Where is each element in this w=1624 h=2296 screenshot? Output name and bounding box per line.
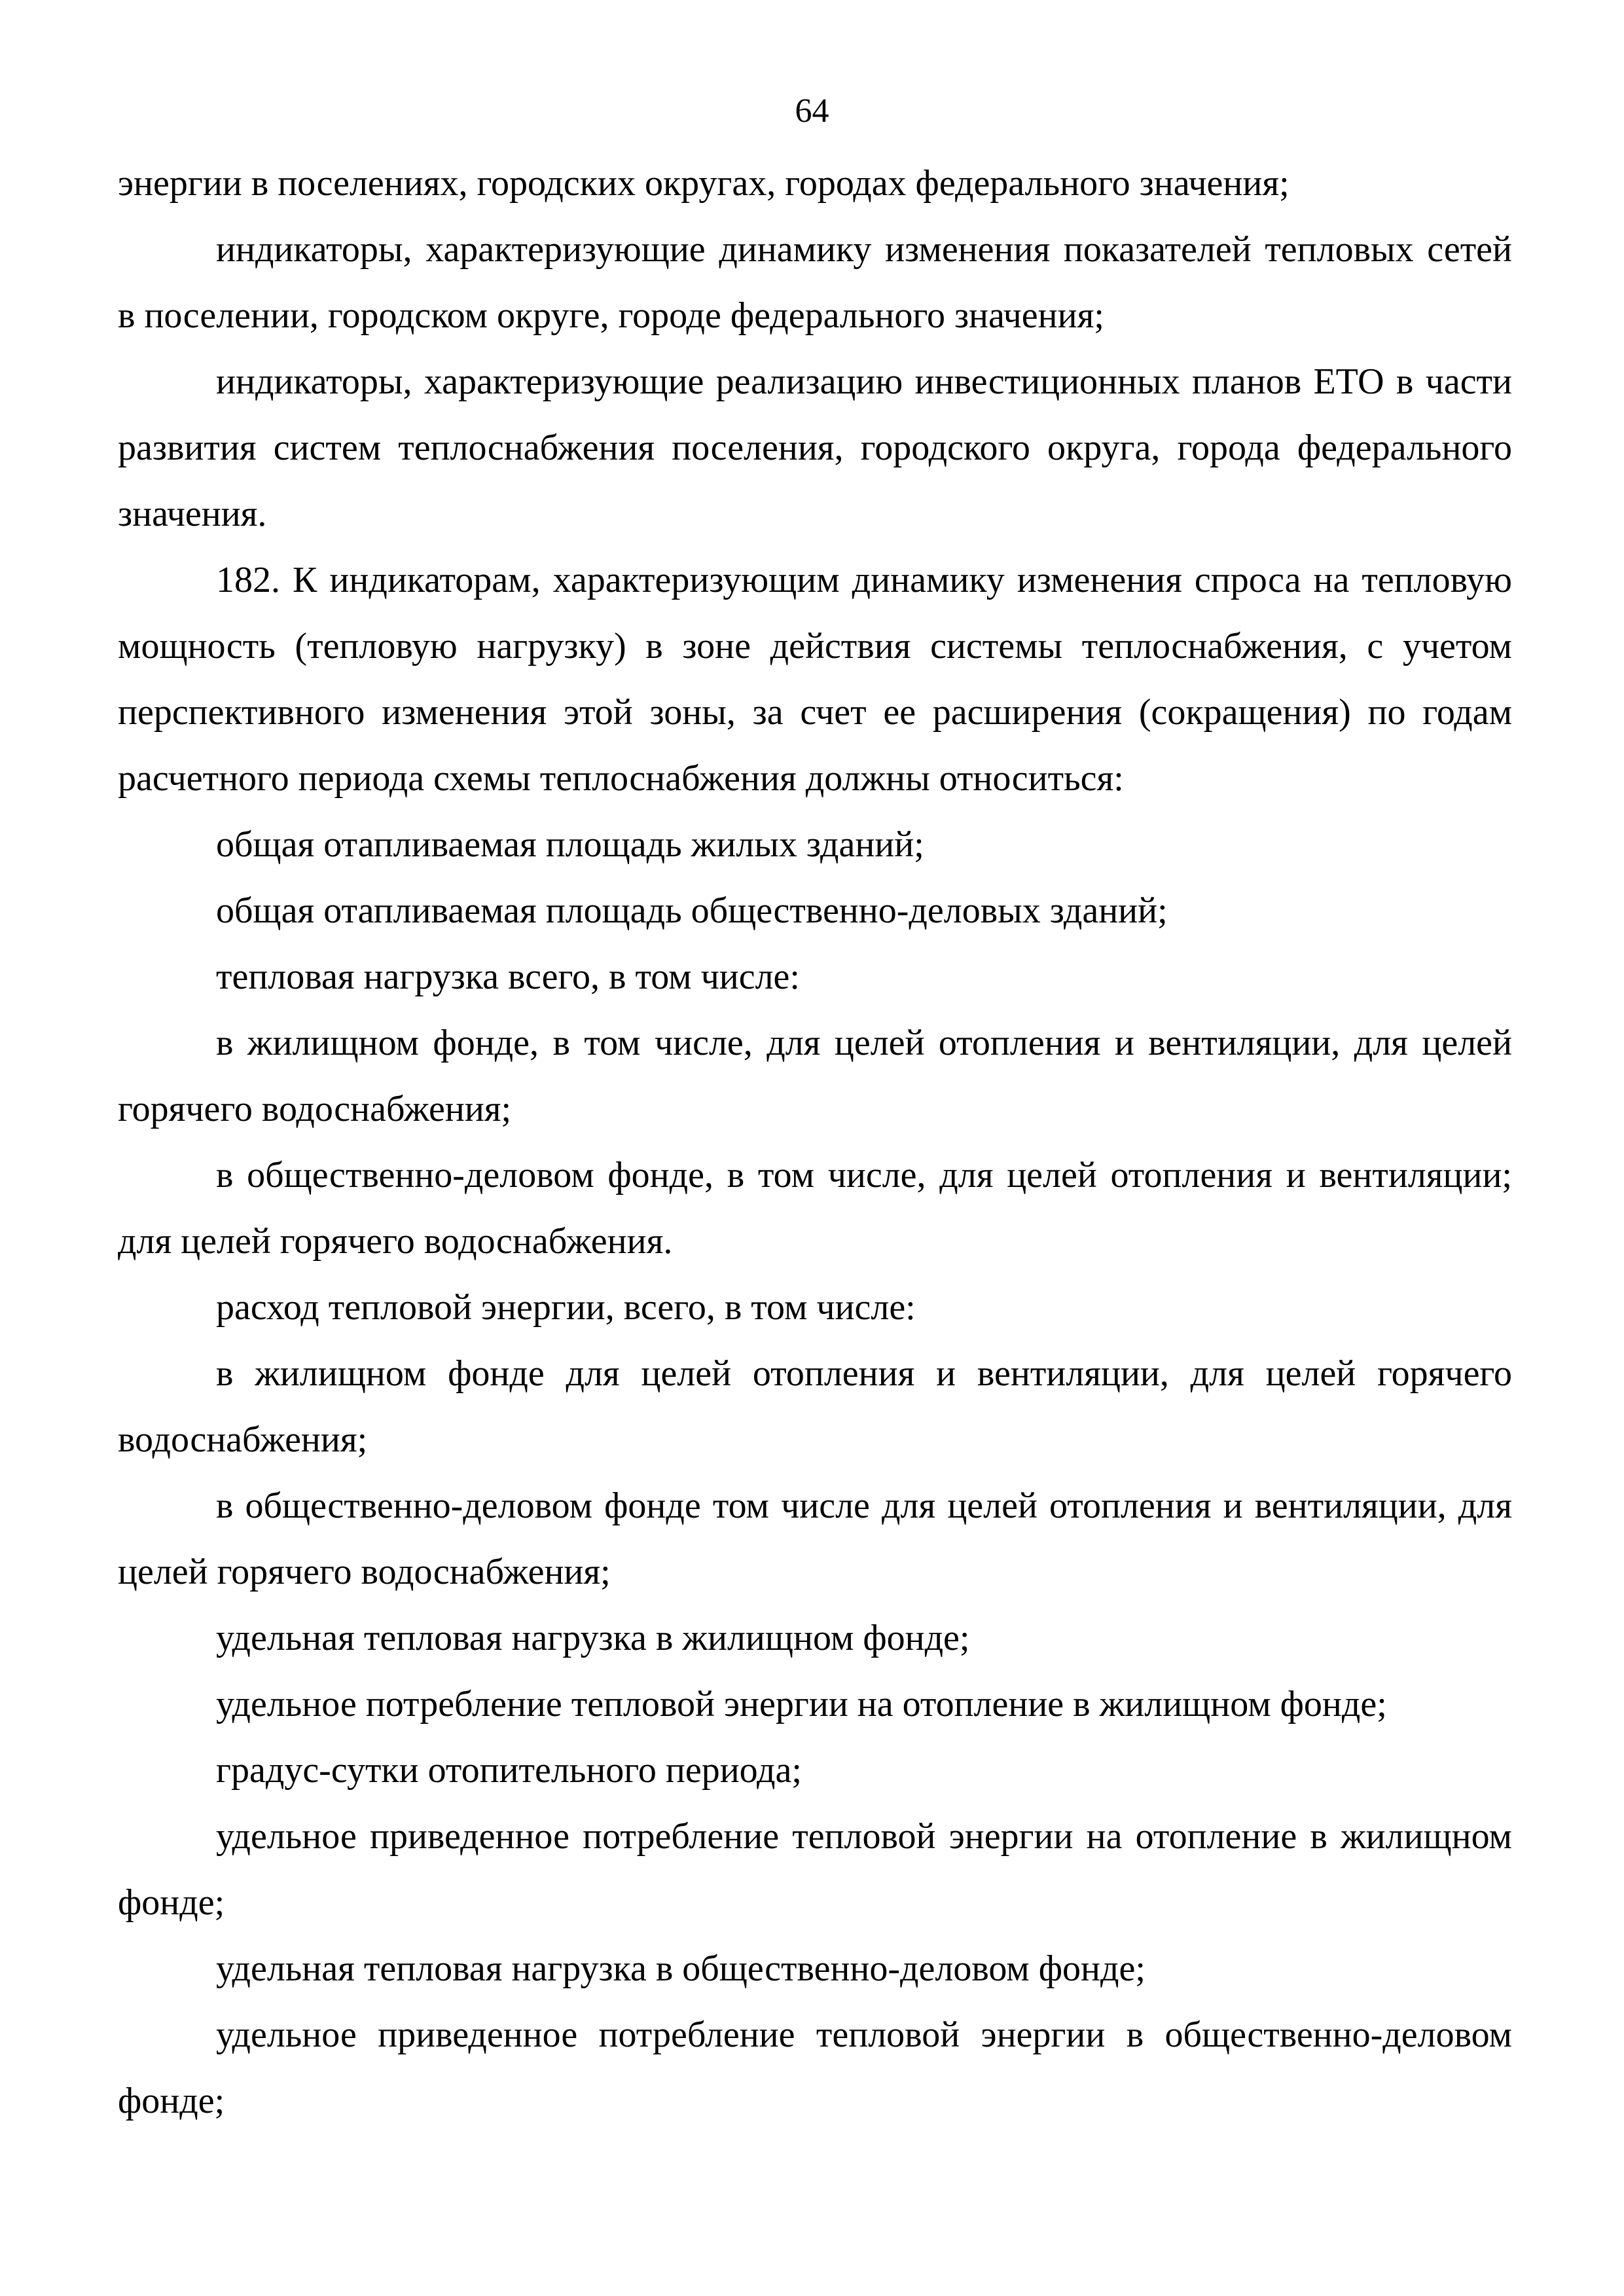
list-item: удельное приведенное потребление тепловой энергии в общественно-деловом фонде; — [118, 2014, 1512, 2121]
list-item: градус-сутки отопительного периода; — [216, 1750, 802, 1791]
page-number: 64 — [795, 92, 829, 130]
list-item: тепловая нагрузка всего, в том числе: — [216, 957, 800, 997]
list-item: в общественно-деловом фонде том числе для целей отопления и вентиляции, для целей горячего водоснабжения; — [118, 1485, 1512, 1592]
list-item: расход тепловой энергии, всего, в том числе: — [216, 1287, 916, 1328]
list-item: удельное приведенное потребление тепловой энергии на отопление в жилищном фонде; — [118, 1816, 1512, 1923]
list-item: общая отапливаемая площадь общественно-деловых зданий; — [216, 890, 1168, 931]
list-item: удельная тепловая нагрузка в общественно-деловом фонде; — [216, 1948, 1146, 1989]
paragraph-indicators-investment: индикаторы, характеризующие реализацию инвестиционных планов ЕТО в части развития систем теплоснабжения поселения, городского округа, города федерального значения. — [118, 361, 1512, 534]
list-item: удельное потребление тепловой энергии на отопление в жилищном фонде; — [216, 1684, 1387, 1724]
paragraph-clause-182: 182. К индикаторам, характеризующим динамику изменения спроса на тепловую мощность (тепловую нагрузку) в зоне действия системы теплоснабжения, с учетом перспективного изменения этой зоны, за счет ее расширения (сокращения) по годам расчетного периода схемы теплоснабжения должны относиться: — [118, 560, 1512, 799]
list-item: удельная тепловая нагрузка в жилищном фонде; — [216, 1618, 970, 1658]
paragraph-continuation: энергии в поселениях, городских округах, городах федерального значения; — [118, 163, 1290, 204]
list-item: в жилищном фонде, в том числе, для целей отопления и вентиляции, для целей горячего водоснабжения; — [118, 1023, 1512, 1129]
list-item: общая отапливаемая площадь жилых зданий; — [216, 824, 924, 865]
paragraph-indicators-networks: индикаторы, характеризующие динамику изменения показателей тепловых сетей в поселении, городском округе, городе федерального значения; — [118, 229, 1512, 336]
list-item: в общественно-деловом фонде, в том числе, для целей отопления и вентиляции; для целей горячего водоснабжения. — [118, 1155, 1512, 1262]
document-body — [118, 151, 1512, 2134]
list-item: в жилищном фонде для целей отопления и вентиляции, для целей горячего водоснабжения; — [118, 1353, 1512, 1460]
